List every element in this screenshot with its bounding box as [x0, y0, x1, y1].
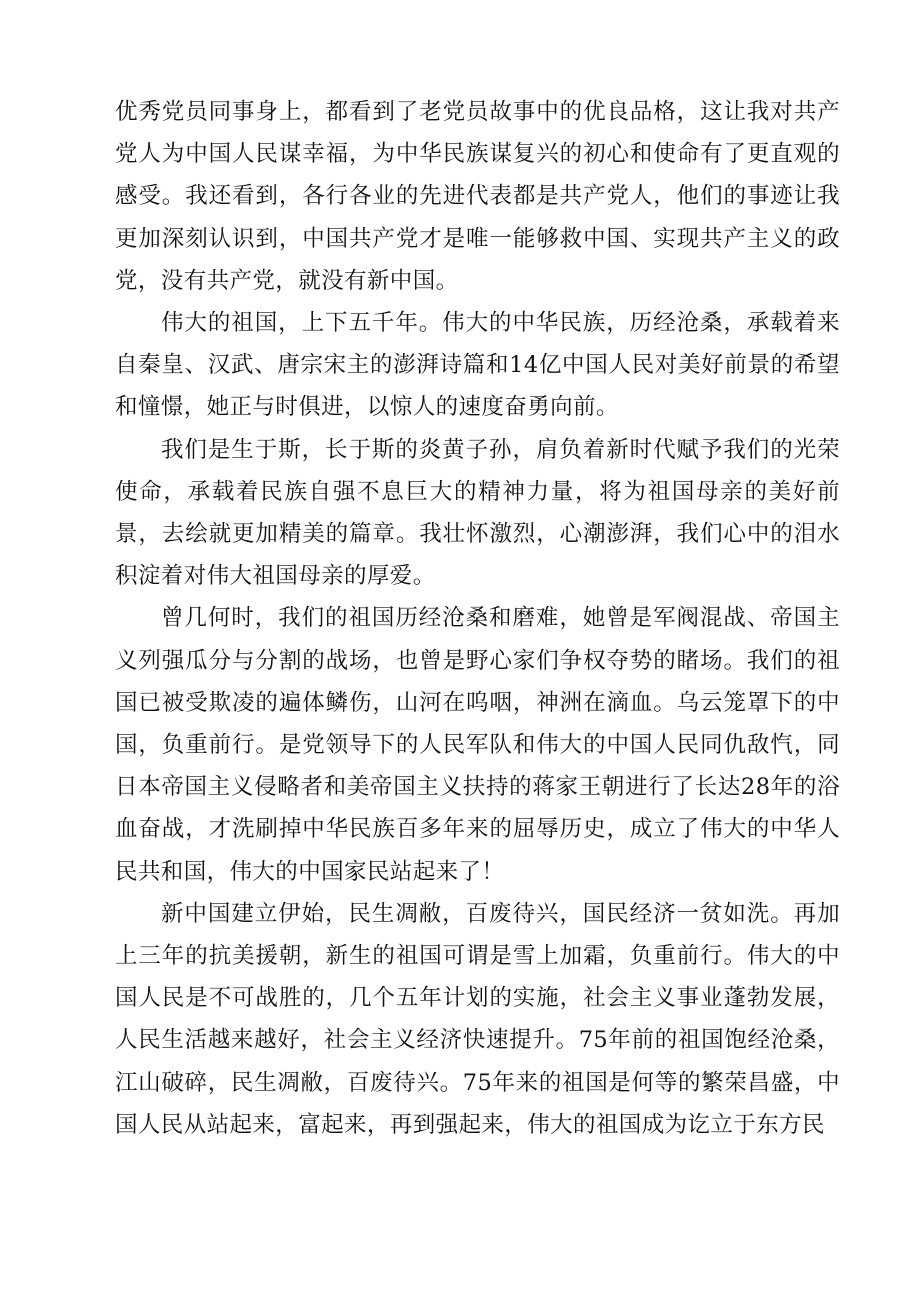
- paragraph-new-china: 新中国建立伊始，民生凋敝，百废待兴，国民经济一贫如洗。再加上三年的抗美援朝，新生的祖国可谓是雪上加霜，负重前行。伟大的中国人民是不可战胜的，几个五年计划的实施，社会主义事业蓬勃发展，人民生活越来越好，社会主义经济快速提升。75年前的祖国饱经沧桑，江山破碎，民生凋敝，百废待兴。75年来的祖国是何等的繁荣昌盛，中国人民从站起来，富起来，再到强起来，伟大的祖国成为讫立于东方民: [115, 900, 840, 1138]
- paragraph-descendants: 我们是生于斯，长于斯的炎黄子孙，肩负着新时代赋予我们的光荣使命，承载着民族自强不息巨大的精神力量，将为祖国母亲的美好前景，去绘就更加精美的篇章。我壮怀激烈，心潮澎湃，我们心中的泪水积淀着对伟大祖国母亲的厚爱。: [115, 436, 840, 590]
- document-body: [115, 91, 840, 1146]
- paragraph-continued: 优秀党员同事身上，都看到了老党员故事中的优良品格，这让我对共产党人为中国人民谋幸福，为中华民族谋复兴的初心和使命有了更直观的感受。我还看到，各行各业的先进代表都是共产党人，他们的事迹让我更加深刻认识到，中国共产党才是唯一能够救中国、实现共产主义的政党，没有共产党，就没有新中国。: [115, 99, 840, 294]
- paragraph-history: 曾几何时，我们的祖国历经沧桑和磨难，她曾是军阀混战、帝国主义列强瓜分与分割的战场，也曾是野心家们争权夺势的睹场。我们的祖国已被受欺凌的遍体鳞伤，山河在呜咽，神洲在滴血。乌云笼罩下的中国，负重前行。是党领导下的人民军队和伟大的中国人民同仇敌忾，同日本帝国主义侵略者和美帝国主义扶持的蒋家王朝进行了长达28年的浴血奋战，才洗刷掉中华民族百多年来的屈辱历史，成立了伟大的中华人民共和国，伟大的中国家民站起来了！: [115, 605, 840, 885]
- paragraph-motherland: 伟大的祖国，上下五千年。伟大的中华民族，历经沧桑，承载着来自秦皇、汉武、唐宗宋主的澎湃诗篇和14亿中国人民对美好前景的希望和憧憬，她正与时俱进，以惊人的速度奋勇向前。: [115, 310, 840, 421]
